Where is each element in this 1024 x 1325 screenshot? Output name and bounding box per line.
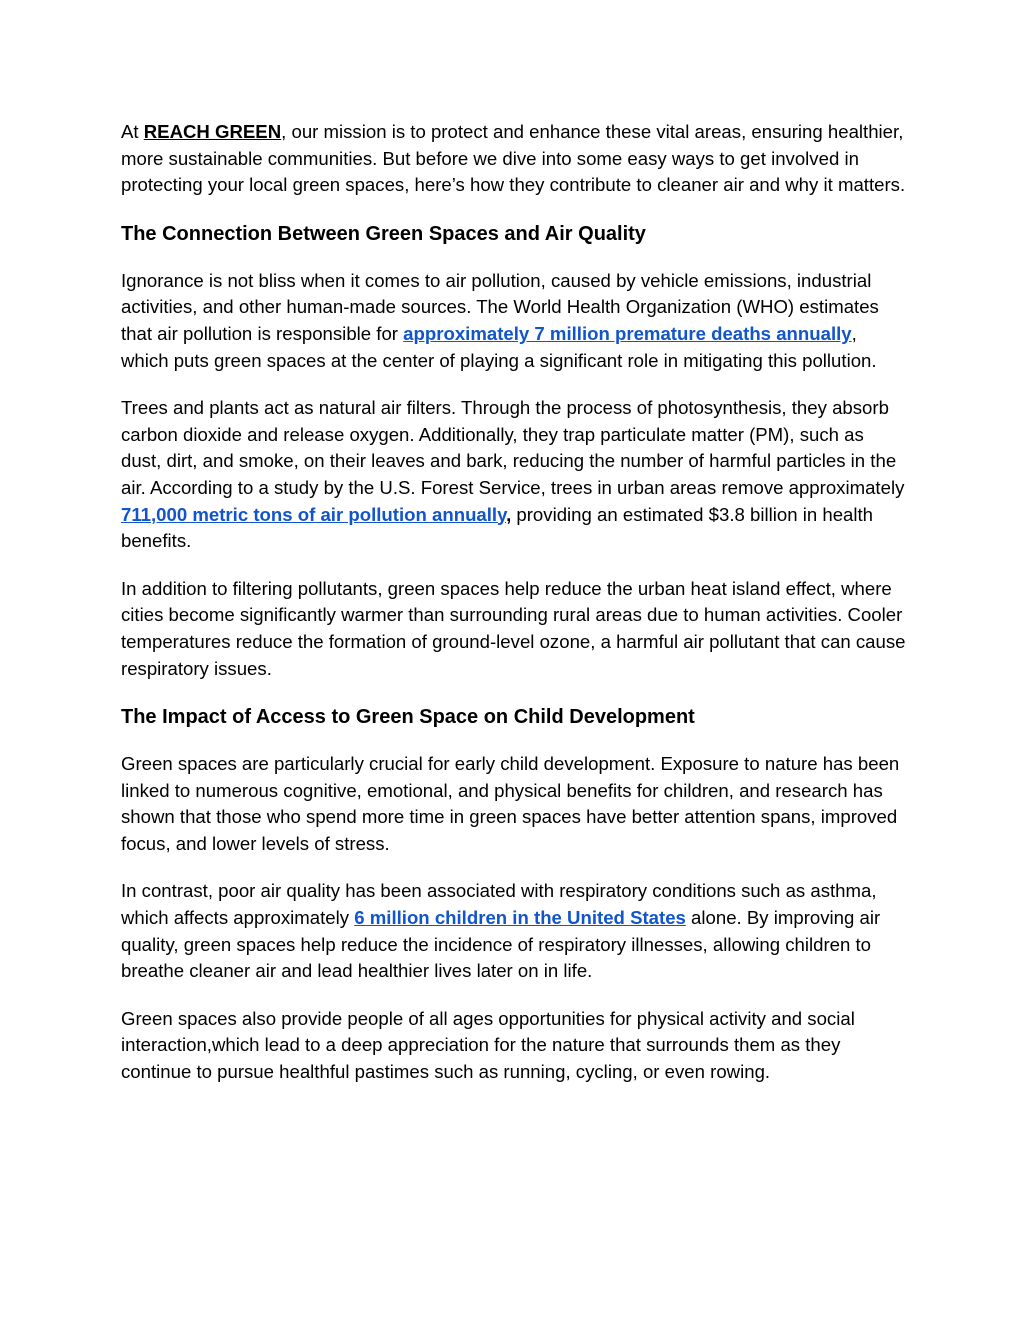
bold-comma: , [506, 503, 512, 525]
paragraph-text: alone. By improving air quality, green spaces help reduce the incidence of respiratory illnesses, allowing children to breathe cleaner air and lead healthier lives later on in life. [121, 907, 881, 982]
air-filters-paragraph [121, 395, 907, 555]
paragraph-text: Ignorance is not bliss when it comes to air pollution, caused by vehicle emissions, industrial activities, and other human-made sources. The World Health Organization (WHO) estimates that air pollution is responsible for [121, 269, 879, 344]
paragraph-text: Trees and plants act as natural air filters. Through the process of photosynthesis, they absorb carbon dioxide and release oxygen. Additionally, they trap particulate matter (PM), such as dust, dirt, and smoke, on their leaves and bark, reducing the number of harmful particles in the air. According to a study by the U.S. Forest Service, trees in urban areas remove approximately [121, 397, 905, 498]
reach-green-link[interactable]: REACH GREEN [143, 121, 282, 142]
intro-suffix: , our mission is to protect and enhance these vital areas, ensuring healthier, more sustainable communities. But before we dive into some easy ways to get involved in protecting your local green spaces, here’s how they contribute to cleaner air and why it matters. [121, 121, 906, 196]
intro-paragraph [121, 119, 907, 199]
paragraph-text: In contrast, poor air quality has been associated with respiratory conditions such as asthma, which affects approximately [121, 880, 877, 929]
paragraph-text: providing an estimated $3.8 billion in health benefits. [121, 503, 874, 552]
section-heading-child-development: The Impact of Access to Green Space on Child Development [121, 706, 695, 729]
heat-island-paragraph: In addition to filtering pollutants, green spaces help reduce the urban heat island effect, where cities become significantly warmer than surrounding rural areas due to human activities. Cooler temperatures reduce the formation of ground-level ozone, a harmful air pollutant that can cause respiratory issues. [121, 577, 906, 679]
premature-deaths-link[interactable]: approximately 7 million premature deaths annually [403, 322, 852, 344]
section-heading-air-quality: The Connection Between Green Spaces and Air Quality [121, 222, 646, 245]
metric-tons-link[interactable]: 711,000 metric tons of air pollution annually [121, 503, 507, 525]
child-development-paragraph: Green spaces are particularly crucial for early child development. Exposure to nature has been linked to numerous cognitive, emotional, and physical benefits for children, and research has shown that those who spend more time in green spaces have better attention spans, improved focus, and lower levels of stress. [121, 753, 900, 854]
air-pollution-paragraph [121, 268, 907, 374]
children-asthma-link[interactable]: 6 million children in the United States [354, 907, 686, 929]
paragraph-text: , which puts green spaces at the center of playing a significant role in mitigating this pollution. [121, 322, 877, 371]
intro-prefix: At [121, 121, 144, 142]
document-page [121, 119, 907, 1107]
asthma-paragraph [121, 878, 907, 984]
physical-activity-paragraph: Green spaces also provide people of all ages opportunities for physical activity and social interaction,which lead to a deep appreciation for the nature that surrounds them as they continue to pursue healthful pastimes such as running, cycling, or even rowing. [121, 1007, 855, 1083]
